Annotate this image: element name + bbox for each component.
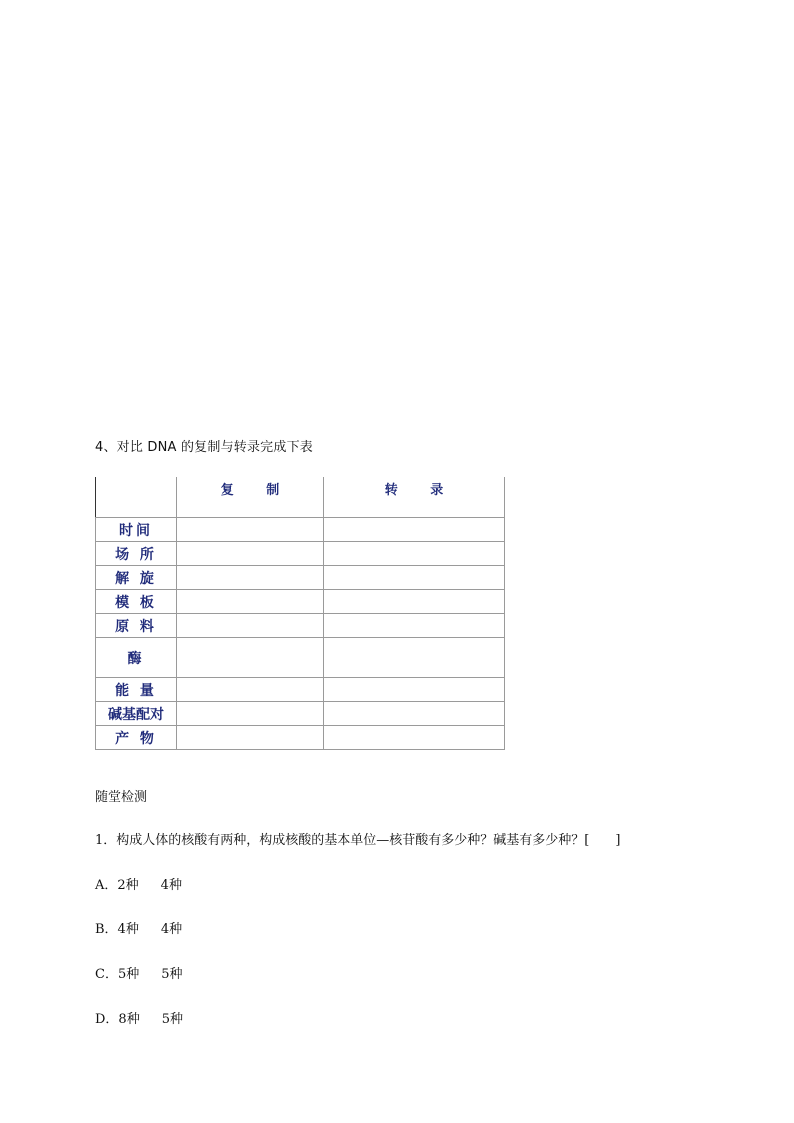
table-header-transcription: 转 录	[324, 477, 505, 518]
table-row	[96, 638, 505, 678]
option-a	[95, 874, 182, 893]
option-b	[95, 918, 182, 937]
question-1-text: 1．构成人体的核酸有两种，构成核酸的基本单位—核苷酸有多少种？碱基有多少种？[ ]	[95, 833, 621, 848]
table-row	[96, 566, 505, 590]
table-cell	[177, 518, 324, 542]
table-header-empty	[96, 477, 177, 518]
row-label-product: 产 物	[96, 726, 177, 750]
row-label-base-pairing: 碱基配对	[96, 702, 177, 726]
table-cell	[177, 726, 324, 750]
option-value: 5种	[161, 967, 183, 982]
row-label-time: 时间	[96, 518, 177, 542]
section-title: 随堂检测	[95, 790, 148, 805]
table-cell	[324, 614, 505, 638]
row-label-materials: 原 料	[96, 614, 177, 638]
table-cell	[177, 542, 324, 566]
table-row	[96, 542, 505, 566]
table-header-replication: 复 制	[177, 477, 324, 518]
table-cell	[177, 702, 324, 726]
option-label: A．2种	[95, 878, 139, 893]
option-value: 4种	[160, 878, 182, 893]
row-label-enzyme: 酶	[96, 638, 177, 678]
table-cell	[324, 726, 505, 750]
table-header-row	[96, 477, 505, 518]
table-row	[96, 614, 505, 638]
option-c	[95, 963, 183, 982]
table-row	[96, 590, 505, 614]
table-row	[96, 726, 505, 750]
option-value: 4种	[160, 922, 183, 937]
table-cell	[177, 590, 324, 614]
table-cell	[324, 702, 505, 726]
option-label: D．8种	[95, 1012, 140, 1027]
row-label-location: 场 所	[96, 542, 177, 566]
table-row	[96, 518, 505, 542]
table-cell	[177, 614, 324, 638]
option-value: 5种	[161, 1012, 183, 1027]
comparison-table	[95, 477, 505, 750]
table-row	[96, 702, 505, 726]
option-label: C．5种	[95, 967, 140, 982]
table-cell	[324, 566, 505, 590]
table-cell	[324, 678, 505, 702]
table-cell	[324, 518, 505, 542]
table-cell	[177, 678, 324, 702]
row-label-template: 模 板	[96, 590, 177, 614]
table-cell	[324, 590, 505, 614]
question-4-title: 4、对比 DNA 的复制与转录完成下表	[95, 440, 313, 455]
table-cell	[177, 566, 324, 590]
option-d	[95, 1008, 183, 1027]
table-cell	[324, 638, 505, 678]
row-label-unwinding: 解 旋	[96, 566, 177, 590]
table-cell	[177, 638, 324, 678]
table-cell	[324, 542, 505, 566]
row-label-energy: 能 量	[96, 678, 177, 702]
option-label: B．4种	[95, 922, 139, 937]
table-row	[96, 678, 505, 702]
